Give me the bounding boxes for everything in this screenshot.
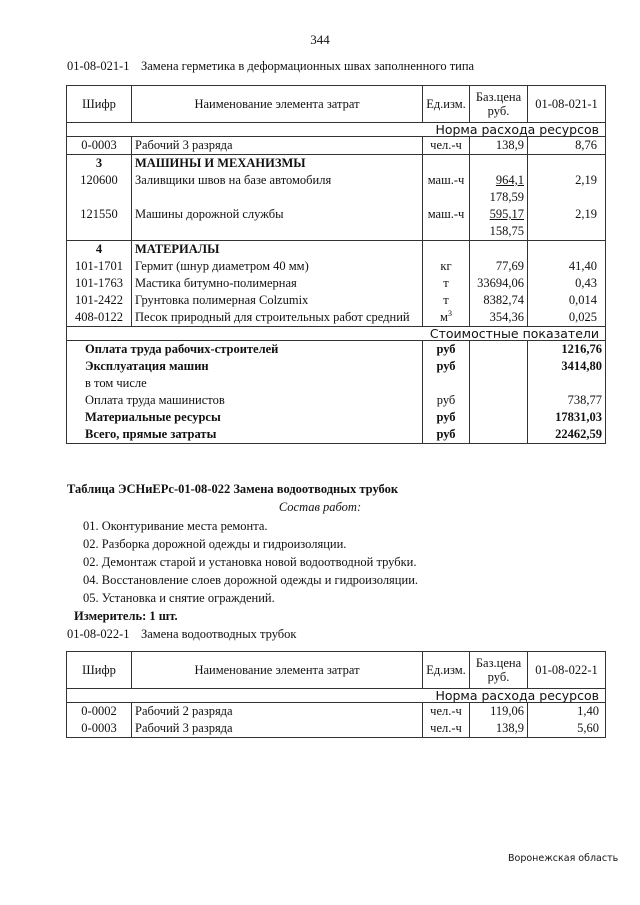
row-code: 101-1701 [67, 258, 132, 275]
footer-region: Воронежская область [508, 853, 619, 864]
norm-label-row [67, 689, 606, 703]
cost-unit: руб [423, 341, 470, 359]
row-code: 101-1763 [67, 275, 132, 292]
row-unit: т [423, 275, 470, 292]
cost-label-row [67, 327, 606, 341]
header-unit: Ед.изм. [423, 86, 470, 123]
cost-value: 3414,80 [528, 358, 606, 375]
cost-row [67, 341, 606, 359]
row-norm: 0,025 [528, 309, 606, 327]
row-norm: 5,60 [528, 720, 606, 738]
section2-caption [67, 627, 297, 642]
cost-value: 22462,59 [528, 426, 606, 444]
row-name: Машины дорожной службы [132, 206, 423, 223]
table-row [67, 703, 606, 721]
row-unit: чел.-ч [423, 703, 470, 721]
row-name: Гермит (шнур диаметром 40 мм) [132, 258, 423, 275]
row-unit: маш.-ч [423, 172, 470, 189]
cost-name: Материальные ресурсы [67, 409, 423, 426]
cost-value: 1216,76 [528, 341, 606, 359]
row-price [470, 206, 528, 223]
header-unit: Ед.изм. [423, 652, 470, 689]
table-row [67, 275, 606, 292]
cost-unit [423, 375, 470, 392]
row-unit [423, 309, 470, 327]
measure-unit: Измеритель: 1 шт. [74, 609, 178, 623]
cost-unit: руб [423, 392, 470, 409]
section2-caption-code: 01-08-022-1 [67, 627, 130, 641]
norm-label: Норма расхода ресурсов [67, 123, 606, 137]
row-name: Рабочий 3 разряда [132, 137, 423, 155]
resource-table-2 [66, 651, 606, 738]
table-row-sub [67, 189, 606, 206]
price-operator-wage: 178,59 [470, 189, 528, 206]
header-code: Шифр [67, 652, 132, 689]
table-row [67, 720, 606, 738]
cost-name: Оплата труда машинистов [67, 392, 423, 409]
row-norm: 2,19 [528, 206, 606, 223]
row-unit: чел.-ч [423, 720, 470, 738]
row-price: 119,06 [470, 703, 528, 721]
table-header-row [67, 652, 606, 689]
unit-base: м [440, 310, 448, 324]
cost-row [67, 358, 606, 375]
price-main: 964,1 [495, 173, 524, 187]
row-name: Рабочий 3 разряда [132, 720, 423, 738]
row-price: 8382,74 [470, 292, 528, 309]
row-norm: 1,40 [528, 703, 606, 721]
row-price: 354,36 [470, 309, 528, 327]
row-name: Мастика битумно-полимерная [132, 275, 423, 292]
header-code: Шифр [67, 86, 132, 123]
resource-table-1 [66, 85, 606, 444]
work-item: 01. Оконтуривание места ремонта. [83, 519, 268, 533]
price-main: 595,17 [489, 207, 524, 221]
row-code: 121550 [67, 206, 132, 223]
section2-caption-title: Замена водоотводных трубок [141, 627, 297, 641]
row-norm: 8,76 [528, 137, 606, 155]
header-price: Баз.цена руб. [470, 652, 528, 689]
group-number: 3 [67, 155, 132, 173]
header-price: Баз.цена руб. [470, 86, 528, 123]
cost-row [67, 426, 606, 444]
row-unit: т [423, 292, 470, 309]
cost-value [528, 375, 606, 392]
works-heading: Состав работ: [278, 500, 362, 514]
row-code: 0-0002 [67, 703, 132, 721]
row-norm: 0,014 [528, 292, 606, 309]
row-code: 0-0003 [67, 137, 132, 155]
row-code: 120600 [67, 172, 132, 189]
group-title: МАШИНЫ И МЕХАНИЗМЫ [132, 155, 423, 173]
table-title: Таблица ЭСНиЕРс-01-08-022 Замена водоотводных трубок [67, 482, 399, 496]
cost-row [67, 392, 606, 409]
group-number: 4 [67, 241, 132, 259]
group-row-machines [67, 155, 606, 173]
row-name: Рабочий 2 разряда [132, 703, 423, 721]
header-norm: 01-08-021-1 [528, 86, 606, 123]
cost-row [67, 409, 606, 426]
row-code: 408-0122 [67, 309, 132, 327]
cost-name: Эксплуатация машин [67, 358, 423, 375]
table-row [67, 137, 606, 155]
row-name: Песок природный для строительных работ средний [132, 309, 423, 327]
cost-label: Стоимостные показатели [67, 327, 606, 341]
table-row-sub [67, 223, 606, 241]
row-name: Заливщики швов на базе автомобиля [132, 172, 423, 189]
cost-row [67, 375, 606, 392]
page-number: 344 [310, 32, 330, 47]
work-item: 02. Демонтаж старой и установка новой водоотводной трубки. [83, 555, 417, 569]
table-row [67, 258, 606, 275]
work-item: 04. Восстановление слоев дорожной одежды и гидроизоляции. [83, 573, 419, 587]
row-price: 77,69 [470, 258, 528, 275]
row-unit: чел.-ч [423, 137, 470, 155]
table-row [67, 172, 606, 189]
table-header-row [67, 86, 606, 123]
norm-label-row [67, 123, 606, 137]
work-item: 05. Установка и снятие ограждений. [83, 591, 275, 605]
unit-superscript: 3 [447, 308, 452, 318]
cost-value: 738,77 [528, 392, 606, 409]
row-code: 101-2422 [67, 292, 132, 309]
group-title: МАТЕРИАЛЫ [132, 241, 423, 259]
row-norm: 0,43 [528, 275, 606, 292]
cost-unit: руб [423, 358, 470, 375]
row-unit: маш.-ч [423, 206, 470, 223]
cost-unit: руб [423, 426, 470, 444]
section1-caption [67, 59, 474, 74]
row-norm: 41,40 [528, 258, 606, 275]
header-norm: 01-08-022-1 [528, 652, 606, 689]
cost-name: Оплата труда рабочих-строителей [67, 341, 423, 359]
row-price: 138,9 [470, 137, 528, 155]
row-price: 33694,06 [470, 275, 528, 292]
row-unit: кг [423, 258, 470, 275]
cost-value: 17831,03 [528, 409, 606, 426]
row-price [470, 172, 528, 189]
row-price: 138,9 [470, 720, 528, 738]
row-code: 0-0003 [67, 720, 132, 738]
work-item: 02. Разборка дорожной одежды и гидроизоляции. [83, 537, 347, 551]
header-name: Наименование элемента затрат [132, 652, 423, 689]
row-name: Грунтовка полимерная Colzumix [132, 292, 423, 309]
section1-caption-code: 01-08-021-1 [67, 59, 130, 73]
row-norm: 2,19 [528, 172, 606, 189]
header-name: Наименование элемента затрат [132, 86, 423, 123]
norm-label: Норма расхода ресурсов [67, 689, 606, 703]
table-row [67, 292, 606, 309]
group-row-materials [67, 241, 606, 259]
cost-name: в том числе [67, 375, 423, 392]
section1-caption-title: Замена герметика в деформационных швах заполненного типа [141, 59, 475, 73]
cost-name: Всего, прямые затраты [67, 426, 423, 444]
table-row [67, 206, 606, 223]
cost-unit: руб [423, 409, 470, 426]
price-operator-wage: 158,75 [470, 223, 528, 241]
table-row [67, 309, 606, 327]
